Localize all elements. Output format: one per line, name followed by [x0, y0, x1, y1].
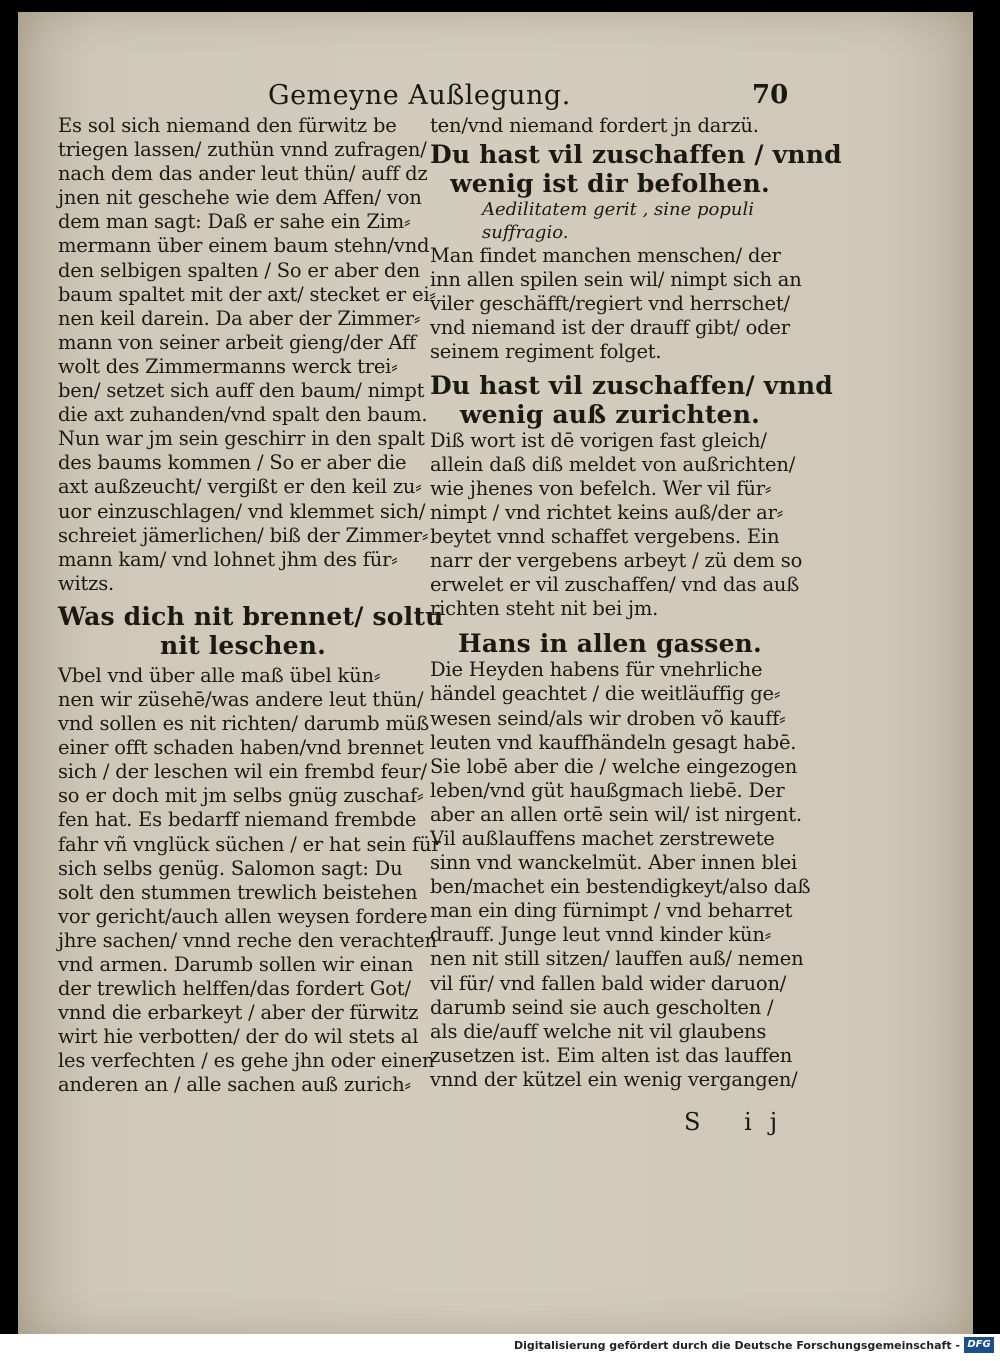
text-line: fahr vñ vnglück süchen / er hat sein für	[58, 832, 441, 856]
text-line: vnd sollen es nit richten/ darumb müß	[58, 712, 429, 736]
text-line: richten steht nit bei jm.	[430, 597, 659, 621]
text-line: jnen nit geschehe wie dem Affen/ von	[58, 186, 422, 210]
page-number: 70	[752, 80, 789, 110]
text-line: baum spaltet mit der axt/ stecket er ei⸗	[58, 282, 436, 306]
text-line: wesen seind/als wir droben võ kauff⸗	[430, 706, 786, 730]
text-line: sinn vnd wanckelmüt. Aber innen blei	[430, 851, 798, 875]
right-heading-3	[430, 629, 790, 658]
heading-line: Was dich nit brennet/ soltu	[58, 601, 444, 631]
right-paragraph-1	[430, 244, 802, 364]
text-line: triegen lassen/ zuthün vnnd zufragen/	[58, 138, 427, 162]
text-line: vor gericht/auch allen weysen fordere	[58, 904, 428, 928]
text-line: wie jhenes von befelch. Wer vil für⸗	[430, 476, 772, 500]
text-line: erwelet er vil zuschaffen/ vnd das auß	[430, 573, 800, 597]
text-line: solt den stummen trewlich beistehen	[58, 880, 418, 904]
left-heading	[58, 601, 444, 660]
text-line: narr der vergebens arbeyt / zü dem so	[430, 549, 803, 573]
text-line: nen keil darein. Da aber der Zimmer⸗	[58, 306, 421, 330]
heading-line: Du hast vil zuschaffen/ vnnd	[430, 370, 833, 400]
text-line: darumb seind sie auch gescholten /	[430, 995, 774, 1019]
text-line: schreiet jämerlichen/ biß der Zimmer⸗	[58, 523, 429, 547]
text-line: zusetzen ist. Eim alten ist das lauffen	[430, 1043, 793, 1067]
text-line: Vil außlauffens machet zerstrewete	[430, 826, 775, 850]
left-column	[58, 114, 444, 1098]
text-line: nen wir züsehē/was andere leut thün/	[58, 687, 424, 711]
text-line: seinem regiment folget.	[430, 340, 662, 364]
right-paragraph-3	[430, 658, 811, 1092]
text-line: Sie lobē aber die / welche eingezogen	[430, 754, 798, 778]
text-line: les verfechten / es gehe jhn oder einen	[58, 1049, 435, 1073]
text-line: Es sol sich niemand den fürwitz be	[58, 114, 397, 137]
text-line: händel geachtet / die weitläuffig ge⸗	[430, 682, 781, 706]
heading-line: Du hast vil zuschaffen / vnnd	[430, 140, 842, 170]
text-line: aber an allen ortē sein wil/ ist nirgent.	[430, 802, 802, 826]
text-line: leben/vnd güt haußgmach liebē. Der	[430, 778, 785, 802]
text-line: uor einzuschlagen/ vnd klemmet sich/	[58, 499, 426, 523]
text-line: leuten vnd kauffhändeln gesagt habē.	[430, 730, 797, 754]
text-line: jhre sachen/ vnnd reche den verachten	[58, 928, 437, 952]
text-line: drauff. Junge leut vnnd kinder kün⸗	[430, 923, 772, 947]
right-heading-2	[430, 370, 833, 429]
text-line: ben/machet ein bestendigkeyt/also daß	[430, 875, 811, 899]
right-paragraph-2	[430, 428, 803, 622]
text-line: des baums kommen / So er aber die	[58, 451, 407, 475]
left-paragraph-2	[58, 663, 441, 1098]
right-column	[430, 114, 842, 1092]
running-head: Gemeyne Außlegung.	[268, 80, 571, 111]
continuation-line: ten/vnd niemand fordert jn darzü.	[430, 114, 759, 137]
text-line: so er doch mit jm selbs gnüg zuschaf⸗	[58, 784, 424, 808]
text-line: nimpt / vnd richtet keins auß/der ar⸗	[430, 500, 783, 524]
text-line: allein daß diß meldet von außrichten/	[430, 452, 796, 476]
text-line: witzs.	[58, 571, 115, 595]
text-line: Man findet manchen menschen/ der	[430, 244, 781, 268]
text-line: Nun war jm sein geschirr in den spalt	[58, 427, 425, 451]
heading-line: wenig auß zurichten.	[459, 399, 761, 429]
heading-line: Hans in allen gassen.	[458, 629, 762, 659]
text-line: viler geschäfft/regiert vnd herrschet/	[430, 292, 790, 316]
text-line: nen nit still sitzen/ lauffen auß/ nemen	[430, 947, 804, 971]
heading-line: wenig ist dir befolhen.	[450, 169, 770, 199]
right-heading-1	[430, 140, 842, 199]
text-line: der trewlich helffen/das fordert Got/	[58, 977, 411, 1001]
text-line: vnd niemand ist der drauff gibt/ oder	[430, 316, 790, 340]
heading-line: nit leschen.	[160, 630, 326, 660]
text-line: vnd armen. Darumb sollen wir einan	[58, 953, 414, 976]
text-line: wolt des Zimmermanns werck trei⸗	[58, 354, 398, 378]
text-line: sich / der leschen wil ein frembd feur/	[58, 760, 427, 784]
text-line: Die Heyden habens für vnehrliche	[430, 658, 763, 682]
text-line: axt außzeucht/ vergißt er den keil zu⸗	[58, 475, 422, 499]
text-line: sich selbs genüg. Salomon sagt: Du	[58, 856, 403, 880]
text-line: wirt hie verbotten/ der do wil stets al	[58, 1025, 419, 1049]
text-line: fen hat. Es bedarff niemand frembde	[58, 808, 417, 832]
text-line: vnnd die erbarkeyt / aber der fürwitz	[58, 1001, 419, 1025]
text-line: Diß wort ist dē vorigen fast gleich/	[430, 428, 767, 452]
text-line: ben/ setzet sich auff den baum/ nimpt	[58, 379, 425, 403]
text-line: einer offt schaden haben/vnd brennet	[58, 736, 424, 760]
funding-notice: Digitalisierung gefördert durch die Deutsche Forschungsgemeinschaft -	[513, 1339, 960, 1352]
text-line: beytet vnnd schaffet vergebens. Ein	[430, 524, 780, 548]
signature-mark: S ij	[684, 1108, 796, 1136]
text-line: den selbigen spalten / So er aber den	[58, 258, 421, 282]
text-line: die axt zuhanden/vnd spalt den baum.	[58, 403, 428, 427]
text-line: vil für/ vnd fallen bald wider daruon/	[430, 971, 787, 995]
latin-line: Aedilitatem gerit , sine populi	[482, 199, 754, 221]
latin-line: suffragio.	[482, 222, 569, 244]
text-line: mermann über einem baum stehn/vnd	[58, 234, 430, 258]
text-line: vnnd der kützel ein wenig vergangen/	[430, 1067, 798, 1091]
dfg-logo-icon: DFG	[964, 1337, 994, 1353]
left-paragraph-1	[58, 114, 436, 596]
text-line: mann kam/ vnd lohnet jhm des für⸗	[58, 547, 398, 571]
text-line: dem man sagt: Daß er sahe ein Zim⸗	[58, 210, 411, 234]
text-line: anderen an / alle sachen auß zurich⸗	[58, 1073, 411, 1097]
text-line: man ein ding fürnimpt / vnd beharret	[430, 899, 793, 923]
latin-motto	[430, 198, 790, 244]
text-line: als die/auff welche nit vil glaubens	[430, 1019, 767, 1043]
text-line: nach dem das ander leut thün/ auff dz	[58, 162, 428, 186]
text-line: inn allen spilen sein wil/ nimpt sich an	[430, 268, 802, 292]
text-line: Vbel vnd über alle maß übel kün⸗	[58, 663, 381, 687]
text-line: mann von seiner arbeit gieng/der Aff	[58, 330, 416, 354]
